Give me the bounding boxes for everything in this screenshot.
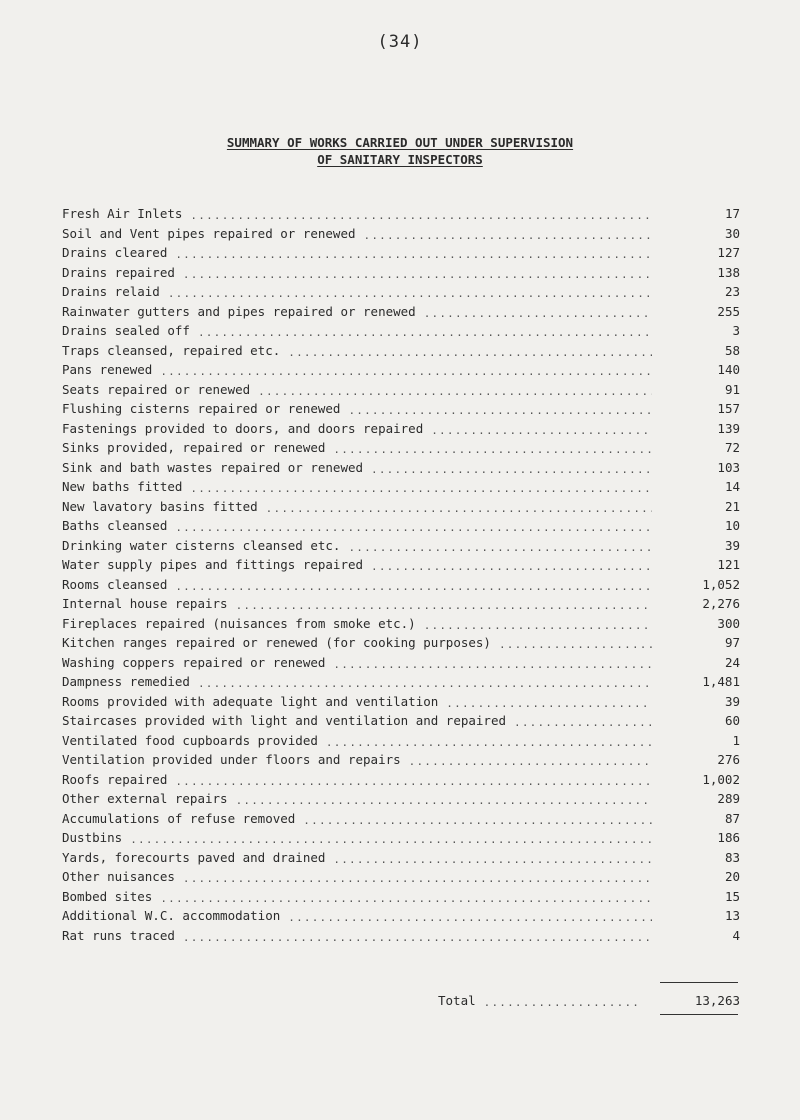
leader-dots [514, 714, 652, 728]
item-count: 157 [717, 401, 740, 416]
leader-dots [371, 558, 652, 572]
list-item [62, 382, 740, 402]
item-label: Fireplaces repaired (nuisances from smoke etc.) [62, 615, 416, 631]
item-count: 13 [724, 908, 740, 923]
total-label: Total [438, 993, 476, 1008]
list-item [62, 772, 740, 792]
item-count: 1,002 [702, 771, 740, 787]
list-item [62, 713, 740, 733]
total-underline [660, 1014, 738, 1015]
leader-dots [424, 305, 652, 319]
leader-dots [258, 383, 652, 397]
leader-dots [190, 207, 652, 221]
list-item [62, 694, 740, 714]
item-label: Water supply pipes and fittings repaired [62, 557, 364, 572]
item-label: Flushing cisterns repaired or renewed [62, 401, 341, 416]
list-item [62, 889, 740, 909]
leader-dots [168, 285, 652, 299]
item-label: Drains cleared [62, 245, 168, 260]
list-item [62, 284, 740, 304]
list-item [62, 577, 740, 597]
item-label: Other nuisances [62, 869, 175, 884]
list-item [62, 830, 740, 850]
leader-dots [348, 402, 652, 416]
item-count: 4 [732, 927, 740, 943]
leader-dots [409, 753, 652, 767]
item-count: 97 [724, 635, 740, 650]
leader-dots [333, 851, 652, 865]
leader-dots [288, 344, 652, 358]
item-count: 23 [724, 284, 740, 299]
list-item [62, 869, 740, 889]
item-count: 24 [724, 654, 740, 670]
leader-dots [484, 994, 642, 1008]
leader-dots [364, 227, 653, 241]
leader-dots [160, 363, 652, 377]
item-count: 300 [717, 615, 740, 631]
list-item [62, 440, 740, 460]
list-item [62, 265, 740, 285]
leader-dots [130, 831, 652, 845]
leader-dots [431, 422, 652, 436]
item-label: Kitchen ranges repaired or renewed (for cooking purposes) [62, 635, 491, 650]
item-count: 2,276 [702, 596, 740, 611]
list-item [62, 635, 740, 655]
item-label: Dampness remedied [62, 674, 190, 689]
leader-dots [160, 890, 652, 904]
total-row [438, 993, 740, 1008]
list-item [62, 479, 740, 499]
list-item [62, 401, 740, 421]
item-count: 83 [724, 849, 740, 865]
leader-dots [183, 870, 652, 884]
item-label: Drains relaid [62, 284, 160, 299]
item-label: New lavatory basins fitted [62, 498, 258, 514]
list-item [62, 557, 740, 577]
item-count: 186 [717, 830, 740, 845]
page-number: (34) [377, 32, 423, 52]
item-count: 39 [724, 537, 740, 553]
item-label: Accumulations of refuse removed [62, 810, 296, 826]
item-count: 15 [724, 888, 740, 904]
item-label: Drinking water cisterns cleansed etc. [62, 537, 341, 553]
item-count: 87 [724, 810, 740, 826]
list-item [62, 323, 740, 343]
item-count: 91 [724, 381, 740, 397]
item-count: 60 [724, 713, 740, 728]
item-count: 10 [724, 518, 740, 533]
item-label: Traps cleansed, repaired etc. [62, 342, 281, 358]
list-item [62, 674, 740, 694]
list-item [62, 538, 740, 558]
leader-dots [326, 734, 652, 748]
item-count: 140 [717, 362, 740, 377]
list-item [62, 304, 740, 324]
item-count: 39 [724, 693, 740, 709]
item-label: Drains sealed off [62, 323, 190, 338]
total-value: 13,263 [694, 993, 740, 1008]
total-divider [660, 982, 738, 983]
item-count: 58 [724, 342, 740, 358]
list-item [62, 928, 740, 948]
item-count: 276 [717, 752, 740, 767]
list-item [62, 850, 740, 870]
leader-dots [183, 929, 652, 943]
list-item [62, 343, 740, 363]
leader-dots [198, 324, 652, 338]
item-count: 1 [732, 732, 740, 748]
item-label: Rainwater gutters and pipes repaired or renewed [62, 303, 416, 319]
item-count: 139 [717, 420, 740, 436]
leader-dots [266, 500, 652, 514]
item-count: 1,481 [702, 674, 740, 689]
item-label: Soil and Vent pipes repaired or renewed [62, 225, 356, 241]
page-title [0, 134, 800, 168]
list-item [62, 752, 740, 772]
item-label: Sinks provided, repaired or renewed [62, 440, 326, 455]
item-label: Yards, forecourts paved and drained [62, 849, 326, 865]
item-label: Bombed sites [62, 888, 153, 904]
leader-dots [333, 656, 652, 670]
item-label: Sink and bath wastes repaired or renewed [62, 459, 364, 475]
item-label: Other external repairs [62, 791, 228, 806]
item-label: Fresh Air Inlets [62, 206, 183, 221]
list-item [62, 596, 740, 616]
list-item [62, 791, 740, 811]
list-item [62, 908, 740, 928]
item-count: 138 [717, 264, 740, 280]
item-label: Roofs repaired [62, 771, 168, 787]
item-label: New baths fitted [62, 479, 183, 494]
item-count: 289 [717, 791, 740, 806]
leader-dots [236, 597, 652, 611]
item-label: Rooms cleansed [62, 576, 168, 592]
leader-dots [175, 519, 652, 533]
item-count: 127 [717, 245, 740, 260]
leader-dots [175, 773, 652, 787]
list-item [62, 499, 740, 519]
item-label: Fastenings provided to doors, and doors repaired [62, 420, 424, 436]
list-item [62, 655, 740, 675]
item-count: 255 [717, 303, 740, 319]
item-label: Washing coppers repaired or renewed [62, 654, 326, 670]
list-item [62, 226, 740, 246]
list-item [62, 518, 740, 538]
heading-line-1: SUMMARY OF WORKS CARRIED OUT UNDER SUPERVISION [226, 135, 574, 150]
item-label: Seats repaired or renewed [62, 381, 251, 397]
leader-dots [303, 812, 652, 826]
leader-dots [348, 539, 652, 553]
item-label: Dustbins [62, 830, 123, 845]
list-item [62, 206, 740, 226]
list-item [62, 811, 740, 831]
leader-dots [175, 578, 652, 592]
item-label: Internal house repairs [62, 596, 228, 611]
list-item [62, 421, 740, 441]
leader-dots [198, 675, 652, 689]
item-label: Rat runs traced [62, 927, 175, 943]
leader-dots [371, 461, 652, 475]
item-count: 20 [724, 869, 740, 884]
leader-dots [446, 695, 652, 709]
item-label: Pans renewed [62, 362, 153, 377]
item-count: 72 [724, 440, 740, 455]
leader-dots [236, 792, 652, 806]
list-item [62, 362, 740, 382]
item-label: Baths cleansed [62, 518, 168, 533]
leader-dots [175, 246, 652, 260]
leader-dots [190, 480, 652, 494]
list-item [62, 733, 740, 753]
leader-dots [183, 266, 652, 280]
item-count: 103 [717, 459, 740, 475]
item-label: Staircases provided with light and ventilation and repaired [62, 713, 507, 728]
item-count: 17 [724, 206, 740, 221]
works-summary-list [62, 206, 740, 947]
item-label: Rooms provided with adequate light and ventilation [62, 693, 439, 709]
item-count: 3 [732, 323, 740, 338]
leader-dots [288, 909, 652, 923]
list-item [62, 245, 740, 265]
item-count: 14 [724, 479, 740, 494]
item-count: 1,052 [702, 576, 740, 592]
item-label: Ventilated food cupboards provided [62, 732, 318, 748]
list-item [62, 460, 740, 480]
heading-line-2: OF SANITARY INSPECTORS [317, 152, 483, 167]
item-count: 121 [717, 557, 740, 572]
item-label: Ventilation provided under floors and repairs [62, 752, 401, 767]
item-label: Additional W.C. accommodation [62, 908, 281, 923]
item-count: 30 [724, 225, 740, 241]
leader-dots [333, 441, 652, 455]
leader-dots [499, 636, 652, 650]
item-label: Drains repaired [62, 264, 175, 280]
list-item [62, 616, 740, 636]
item-count: 21 [724, 498, 740, 514]
leader-dots [424, 617, 652, 631]
